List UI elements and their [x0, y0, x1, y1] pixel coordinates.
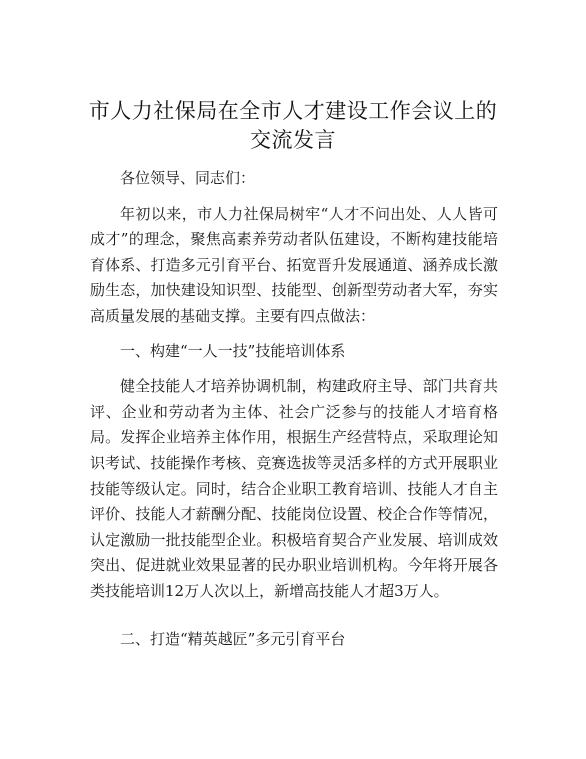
section-heading-2: 二、打造“精英越匠”多元引育平台 — [120, 629, 346, 648]
document-title: 市人力社保局在全市人才建设工作会议上的交流发言 — [88, 99, 498, 152]
intro-paragraph: 年初以来，市人力社保局树牢“人才不问出处、人人皆可成才”的理念，聚焦高素养劳动者队伍建设，不断构建技能培育体系、打造多元引育平台、拓宽晋升发展通道、涵养成长激励生态，加快建设知识型、技能型、创新型劳动者大军，夯实高质量发展的基础支撑。主要有四点做法： — [90, 204, 498, 325]
greeting-paragraph: 各位领导、同志们： — [120, 169, 256, 187]
section-body-1: 健全技能人才培养协调机制，构建政府主导、部门共育共评、企业和劳动者为主体、社会广泛参与的技能人才培育格局。发挥企业培养主体作用，根据生产经营特点，采取理论知识考试、技能操作考核、竞赛选拔等灵活多样的方式开展职业技能等级认定。同时，结合企业职工教育培训、技能人才自主评价、技能人才薪酬分配、技能岗位设置、校企合作等情况，认定激励一批技能型企业。积极培育契合产业发展、培训成效突出、促进就业效果显著的民办职业培训机构。今年将开展各类技能培训12万人次以上，新增高技能人才超3万人。 — [90, 377, 498, 600]
section-heading-1: 一、构建“一人一技”技能培训体系 — [120, 341, 346, 360]
document-body — [90, 166, 498, 662]
